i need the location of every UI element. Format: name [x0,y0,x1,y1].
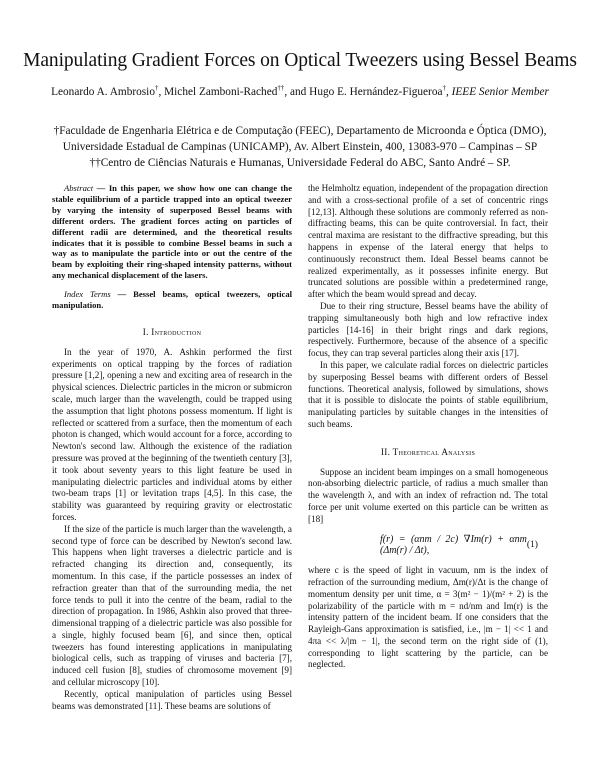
author-list [40,84,560,101]
equation-formula: f(r) = (αnm / 2c) ∇Im(r) + αnm (Δm(r) / Δt), [380,533,527,557]
left-column [52,183,292,712]
abstract-lead: Abstract [64,183,94,193]
right-column [308,183,548,671]
author-zamboni: , Michel Zamboni-Rached [158,86,278,98]
paragraph: In this paper, we calculate radial forces on dielectric particles by superposing Bessel beams with different orders of Bessel functions. Theoretical analysis, followed by simulations, shows that it is possible to dislocate the points of stable equilibrium, manipulating particles by suitable changes in the intensities of such beams. [308,359,548,429]
paragraph: Due to their ring structure, Bessel beams have the ability of trapping simultaneously both high and low refractive index particles [14-16] in their bright rings and dark regions, respectively. Furthermore, because of the absence of a specific focus, they can trap several particles along their axis [17]. [308,300,548,359]
equation-1 [308,534,548,558]
paper-title: Manipulating Gradient Forces on Optical Tweezers using Bessel Beams [23,50,577,71]
paragraph: Suppose an incident beam impinges on a small homogeneous non-absorbing dielectric particle, of radius a much smaller than the wavelength λ, and with an index of refraction nd. The total force per unit volume exerted on this particle can be written as [18] [308,466,548,524]
author-mark: † [154,84,159,93]
affiliations [30,123,570,171]
abstract-dash: — [93,183,109,193]
author-hernandez: , and Hugo E. Hernández-Figueroa [284,86,443,98]
section-heading-introduction: I. Introduction [142,326,202,337]
paragraph: If the size of the particle is much larger than the wavelength, a second type of force can be described by Newton's second law. This happens when light traverses a dielectric particle and is refracted changing its direction and, consequently, its momentum. In this case, if the particle possesses an index of refraction greater than that of the surrounding media, the net force tends to pull it into the centre of the beam, radial to the direction of propagation. In 1986, Ashkin also proved that three-dimensional trapping of a dielectric particle was also possible for a single, highly focused beam [6], and since then, optical tweezers has found interesting applications in manipulating biological cells, such as trapping of viruses and bacteria [7], induced cell fusion [8], studies of chromosome movement [9] and cellular microscopy [10]. [52,523,292,688]
index-terms-lead: Index Terms [64,289,111,300]
affiliation-unicamp: †Faculdade de Engenharia Elétrica e de Computação (FEEC), Departamento de Microonda e Óptica (DMO), Universidade Estadual de Campinas (UNICAMP), Av. Albert Einstein, 400, 13083-970 – Campinas – SP [53,125,547,153]
index-terms-dash: — [110,289,134,300]
abstract-text: In this paper, we show how one can change the stable equilibrium of a particle trapped into an optical tweezer by varying the intensity of superposed Bessel beams with different orders. The gradient forces acting on particles of different radii are determined, and the theoretical results indicates that it is possible to combine Bessel beams in such a way as to manipulate the particle into or out the centre of the beam by exploiting their ring-shaped intensity patterns, without any mechanical displacement of the lasers. [52,183,293,281]
paragraph: the Helmholtz equation, independent of the propagation direction and with a cross-sectional profile of a set of concentric rings [12,13]. Although these solutions are commonly referred as non-diffracting beams, this can be quite controversial. In fact, their central maxima are resistant to the diffractive spreading, but this happens in expense of the lateral energy that helps to continuously reconstruct them. Ideal Bessel beams cannot be realized experimentally, as it possesses infinite energy. But truncated solutions are possible within a predetermined range, after which the beam would spread and decay. [308,183,548,300]
author-mark: †† [277,84,285,93]
paragraph: where c is the speed of light in vacuum, nm is the index of refraction of the surrounding medium, Δm(r)/Δt is the change of momentum density per unit time, α = 3(m² − 1)/(m² + 2) is the polarizability of the particle with m = nd/nm and Im(r) is the intensity pattern of the incident beam. If one considers that the Rayleigh-Gans approximation is satisfied, i.e., |m − 1| << 1 and 4πa << λ/|m − 1|, the second term on the right side of (1), corresponding to light scattering by the particle, can be neglected. [308,565,548,670]
author-ambrosio: Leonardo A. Ambrosio [51,86,155,98]
equation-number: (1) [526,539,538,551]
abstract [52,183,292,281]
index-terms [52,289,292,311]
index-terms-text: Bessel beams, optical tweezers, optical manipulation. [52,289,293,311]
paragraph: Recently, optical manipulation of particles using Bessel beams was demonstrated [11]. These beams are solutions of [52,688,292,711]
author-membership: , IEEE Senior Member [445,86,549,98]
author-mark: † [442,84,446,93]
section-heading-theoretical-analysis: II. Theoretical Analysis [380,446,476,457]
paragraph: In the year of 1970, A. Ashkin performed the first experiments on optical trapping by the forces of radiation pressure [1,2], opening a new and exciting area of research in the physical sciences. Dielectric particles in the micron or submicron scale, much larger than the wavelength, could be trapped using the assumption that light photons possess momentum. If light is reflected or scattered from a surface, then the momentum of each photon is changed, which would account for a force, according to Newton's second law. Although the existence of the radiation pressure was proved at the beginning of the twentieth century [3], it took about seventy years to this light feature be used in manipulating dielectric particles and individual atoms by either two-beam traps [1] or levitation traps [4,5]. In this case, the stability was guaranteed by requiring gravity or electrostatic forces. [52,346,292,522]
affiliation-ufabc: ††Centro de Ciências Naturais e Humanas, Universidade Federal do ABC, Santo André – SP. [89,157,511,169]
